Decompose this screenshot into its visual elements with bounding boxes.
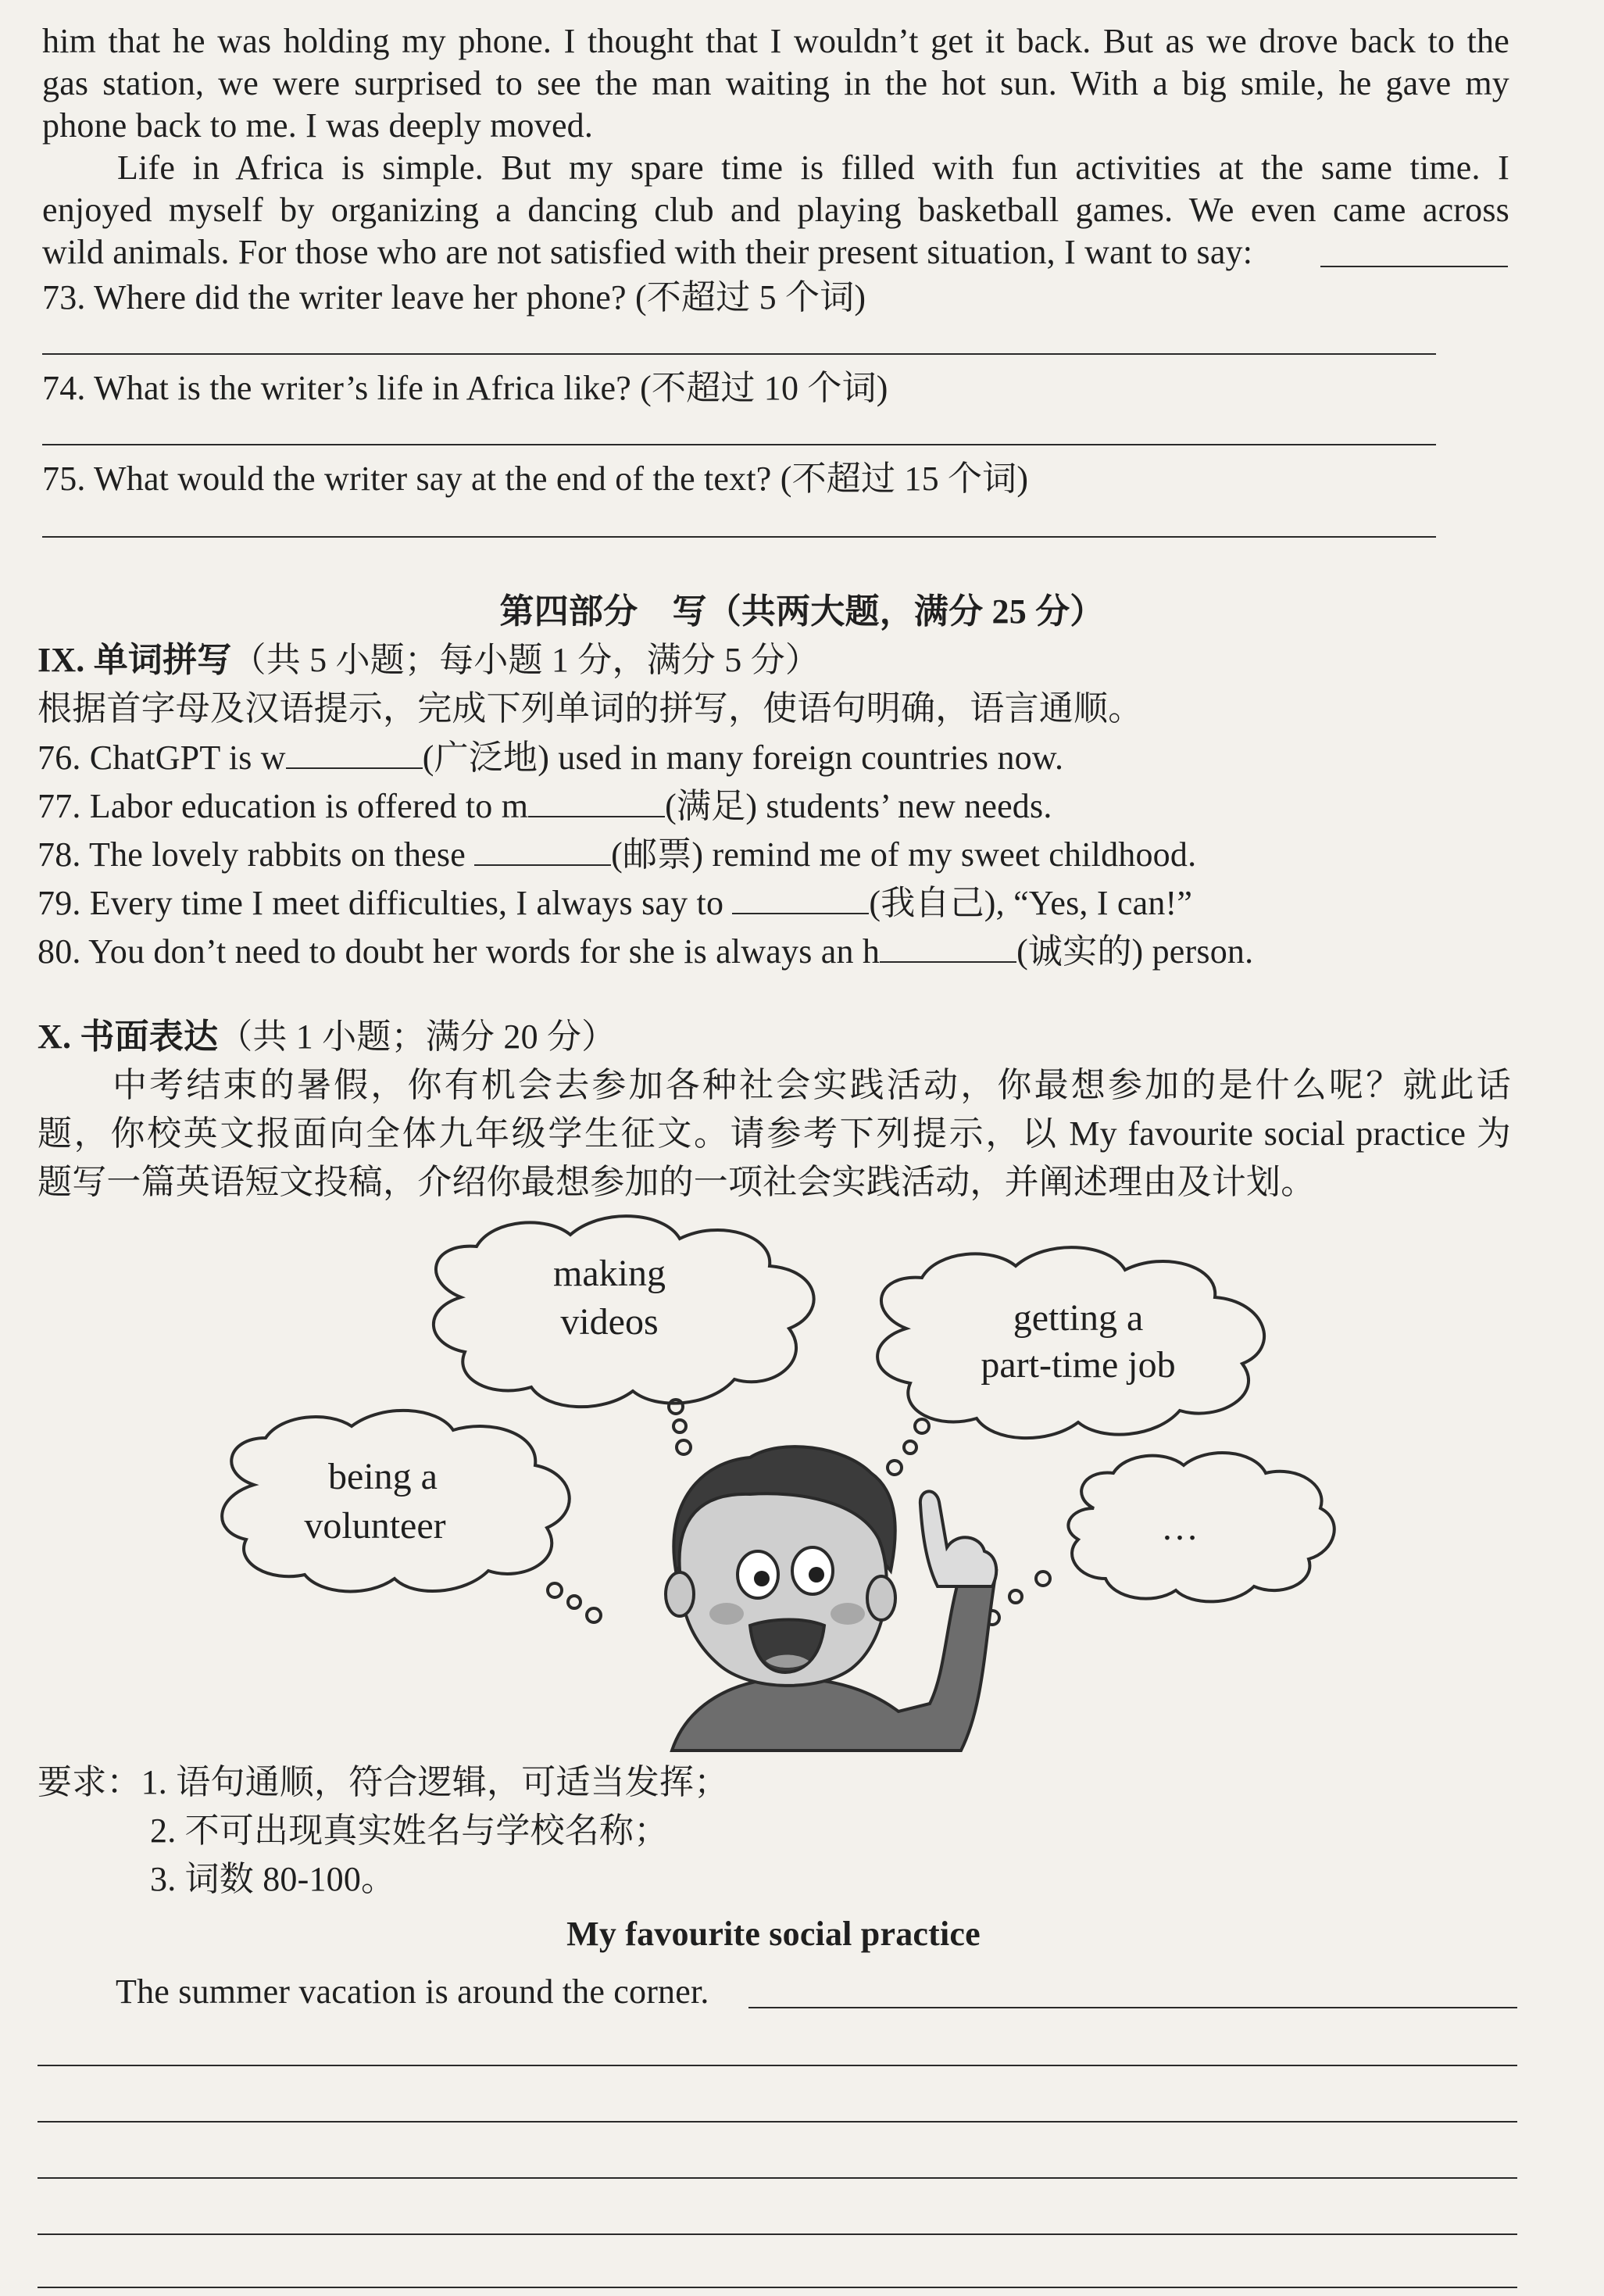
question-75 <box>42 458 1028 500</box>
section-instruction: 根据首字母及汉语提示，完成下列单词的拼写，使语句明确，语言通顺。 <box>38 689 1143 728</box>
question-text: What would the writer say at the end of the text? (不超过 15 个词) <box>94 460 1029 498</box>
spelling-item-77: 77. Labor education is offered to m (满足) students’ new needs. <box>38 785 1052 828</box>
passage-line: Life in Africa is simple. But my spare time is filled with fun activities at the same time. I <box>117 148 1509 187</box>
question-text: Where did the writer leave her phone? (不超过 5 个词) <box>94 278 866 317</box>
thought-cloud <box>1068 1453 1334 1601</box>
cloud-label: videos <box>560 1301 659 1343</box>
spelling-blank[interactable] <box>528 785 665 817</box>
section-10-heading <box>38 1016 616 1058</box>
passage-line: gas station, we were surprised to see the man waiting in the hot sun. With a big smile, he gave my <box>42 64 1509 102</box>
passage-line: wild animals. For those who are not satisfied with their present situation, I want to say: <box>42 233 1253 271</box>
question-number: 73. <box>42 278 86 317</box>
cloud-label: making <box>553 1253 666 1294</box>
question-73 <box>42 277 866 319</box>
illustration <box>0 1203 1604 1766</box>
writing-line[interactable] <box>38 2287 1517 2288</box>
writing-line[interactable] <box>38 2233 1517 2235</box>
cloud-label: being a <box>328 1456 438 1497</box>
section-title: IX. 单词拼写 <box>38 641 232 679</box>
requirements <box>38 1761 728 1804</box>
spelling-item-79: 79. Every time I meet difficulties, I always say to (我自己), “Yes, I can!” <box>38 882 1192 924</box>
cloud-label: … <box>1161 1507 1199 1548</box>
prompt-line: 题，你校英文报面向全体九年级学生征文。请参考下列提示，以 My favourite social practice 为 <box>38 1114 1511 1153</box>
spelling-blank[interactable] <box>286 736 423 769</box>
boy-illustration <box>666 1447 996 1751</box>
writing-line[interactable] <box>38 2121 1517 2123</box>
question-text: What is the writer’s life in Africa like? (不超过 10 个词) <box>94 369 888 407</box>
spelling-item-76: 76. ChatGPT is w (广泛地) used in many foreign countries now. <box>38 736 1063 779</box>
spelling-blank[interactable] <box>474 833 611 866</box>
spelling-item-78: 78. The lovely rabbits on these (邮票) remind me of my sweet childhood. <box>38 833 1196 876</box>
question-number: 74. <box>42 369 86 407</box>
passage-line: enjoyed myself by organizing a dancing club and playing basketball games. We even came across <box>42 191 1509 229</box>
spelling-item-80: 80. You don’t need to doubt her words for she is always an h (诚实的) person. <box>38 930 1253 973</box>
cloud-label: getting a <box>1013 1297 1144 1339</box>
prompt-line: 题写一篇英语短文投稿，介绍你最想参加的一项社会实践活动，并阐述理由及计划。 <box>38 1163 1316 1201</box>
passage-line: phone back to me. I was deeply moved. <box>42 106 594 145</box>
spelling-blank[interactable] <box>880 930 1016 963</box>
answer-line-74[interactable] <box>42 444 1436 445</box>
prompt-line: 中考结束的暑假，你有机会去参加各种社会实践活动，你最想参加的是什么呢？就此话 <box>113 1066 1511 1104</box>
passage-line: him that he was holding my phone. I thought that I wouldn’t get it back. But as we drove back to the <box>42 22 1509 60</box>
part-title: 第四部分 写（共两大题，满分 25 分） <box>499 592 1105 631</box>
thought-cloud <box>877 1247 1264 1438</box>
answer-line-75[interactable] <box>42 536 1436 538</box>
cloud-label: volunteer <box>304 1505 446 1547</box>
answer-line-73[interactable] <box>42 353 1436 355</box>
section-score: （共 5 小题；每小题 1 分，满分 5 分） <box>231 641 820 679</box>
requirement-item: 1. 语句通顺，符合逻辑，可适当发挥； <box>141 1763 729 1801</box>
question-74 <box>42 367 888 409</box>
essay-start: The summer vacation is around the corner. <box>116 1972 709 2011</box>
section-score: （共 1 小题；满分 20 分） <box>218 1017 616 1056</box>
section-9-heading <box>38 639 820 681</box>
spelling-blank[interactable] <box>732 882 869 914</box>
cloud-label: part-time job <box>981 1344 1176 1386</box>
essay-title: My favourite social practice <box>566 1915 981 1953</box>
requirements-label: 要求： <box>38 1763 141 1801</box>
thought-cloud <box>222 1411 570 1592</box>
answer-blank[interactable] <box>1320 266 1508 267</box>
writing-line[interactable] <box>38 2065 1517 2066</box>
writing-line[interactable] <box>38 2177 1517 2179</box>
question-number: 75. <box>42 460 86 498</box>
requirement-item: 3. 词数 80-100。 <box>150 1860 396 1898</box>
requirement-item: 2. 不可出现真实姓名与学校名称； <box>150 1811 669 1850</box>
section-title: X. 书面表达 <box>38 1017 219 1056</box>
writing-line[interactable] <box>748 2007 1517 2008</box>
